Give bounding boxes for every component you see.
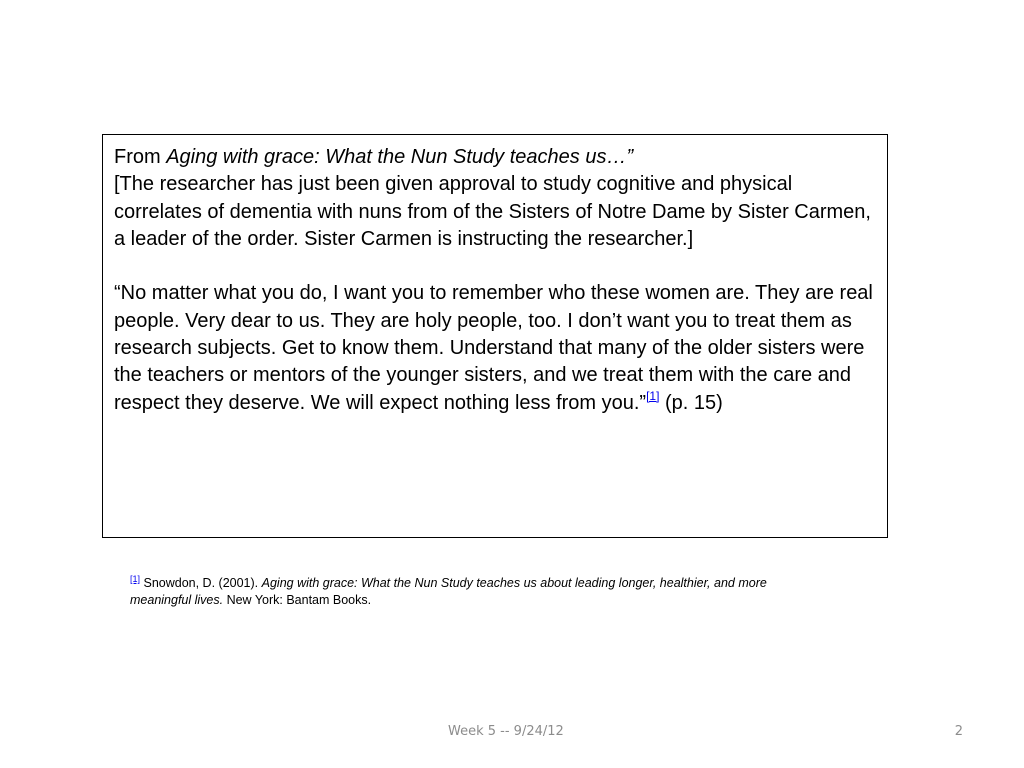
footnote-publisher: New York: Bantam Books.: [223, 593, 372, 607]
source-prefix: From: [114, 146, 167, 168]
slide-number: 2: [954, 724, 963, 739]
footnote-authors: Snowdon, D. (2001).: [140, 576, 262, 590]
paragraph-spacer: [114, 253, 877, 280]
context-paragraph: [The researcher has just been given approval to study cognitive and physical correlates of dementia with nuns from of the Sisters of Notre Dame by Sister Carmen, a leader of the order. Sister Carmen is instructing the researcher.]: [114, 173, 871, 250]
quote-text: “No matter what you do, I want you to remember who these women are. They are real people. Very dear to us. They are holy people, too. I don’t want you to treat them as research subjects. Get to know them. Understand that many of the older sisters were the teachers or mentors of the younger sisters, and we treat them with the care and respect they deserve. We will expect nothing less from you.”: [114, 282, 873, 414]
footnote: [130, 575, 770, 609]
footer-date: Week 5 -- 9/24/12: [448, 724, 564, 739]
quote-paragraph: [114, 280, 877, 416]
footnote-title: Aging with grace: What the Nun Study teaches us about leading longer, healthier, and more meaningful lives.: [130, 576, 767, 607]
source-line: [114, 144, 877, 171]
page-reference: (p. 15): [659, 391, 723, 414]
quote-box: [102, 134, 888, 538]
footnote-marker-link[interactable]: [1]: [130, 574, 141, 584]
footnote-reference-link[interactable]: [1]: [646, 388, 660, 403]
source-title: Aging with grace: What the Nun Study teaches us…”: [166, 146, 634, 168]
